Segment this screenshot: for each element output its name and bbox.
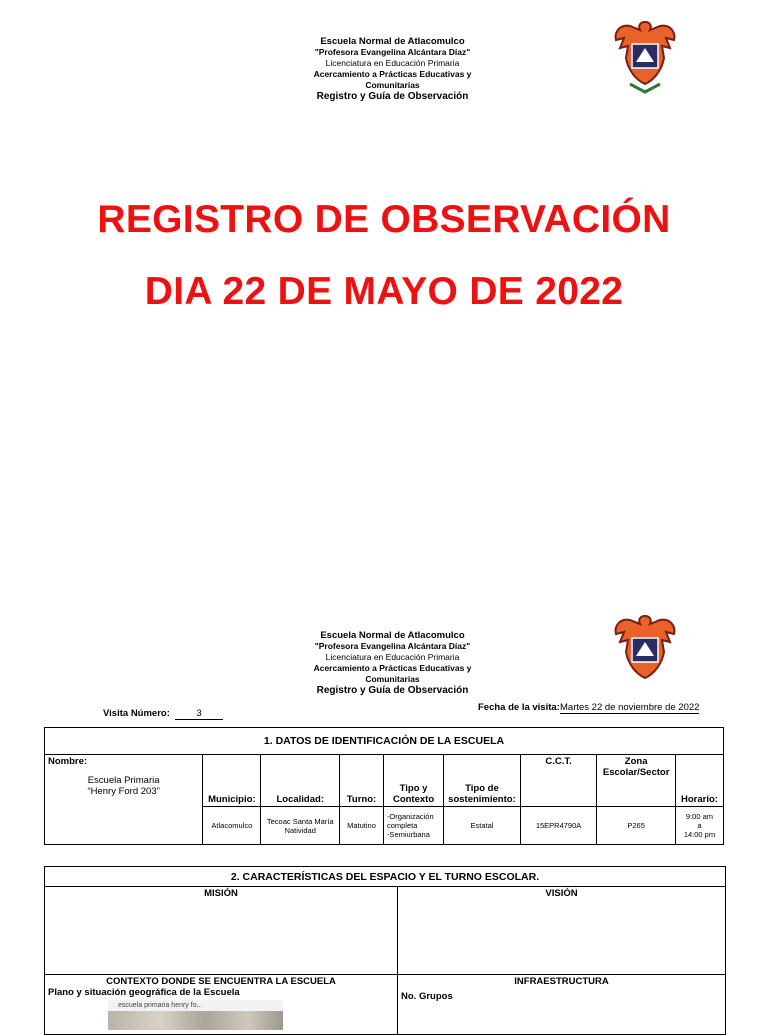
localidad-label: Localidad: (261, 755, 340, 807)
visit-date-label: Fecha de la visita: (478, 702, 560, 713)
cct-value: 15EPR4790A (520, 807, 597, 845)
header-school: Escuela Normal de Atlacomulco (320, 36, 465, 47)
horario-value-3: 14:00 pm (683, 830, 716, 839)
sostenimiento-label: Tipo de sostenimiento: (444, 755, 521, 807)
school-name-cell (45, 755, 203, 845)
visit-number-label: Visita Número: (103, 708, 170, 719)
tipo-label: Tipo y Contexto (383, 755, 443, 807)
school-crest-logo (610, 612, 680, 690)
map-search-bar (108, 1000, 283, 1011)
tipo-value-1: -Organización completa (386, 812, 434, 830)
section1-heading: 1. DATOS DE IDENTIFICACIÓN DE LA ESCUELA (45, 728, 724, 755)
horario-value-2: a (697, 821, 702, 830)
header-degree: Licenciatura en Educación Primaria (325, 58, 460, 68)
map-search-text: escuela primaria henry fo... (118, 1002, 203, 1009)
cover-title-line2: DIA 22 DE MAYO DE 2022 (144, 270, 624, 313)
visit-number-value: 3 (175, 708, 223, 720)
page2-header (290, 630, 495, 696)
infraestructura-cell (398, 975, 726, 1035)
contexto-label: CONTEXTO DONDE SE ENCUENTRA LA ESCUELA (106, 976, 336, 987)
header-named-after: "Profesora Evangelina Alcántara Díaz" (314, 641, 471, 651)
cover-title-line1: REGISTRO DE OBSERVACIÓN (97, 198, 671, 241)
cct-label: C.C.T. (520, 755, 597, 807)
turno-label: Turno: (340, 755, 384, 807)
municipio-label: Municipio: (203, 755, 261, 807)
zona-value: P265 (597, 807, 676, 845)
header-named-after: "Profesora Evangelina Alcántara Díaz" (314, 47, 471, 57)
visit-date-value: Martes 22 de noviembre de 2022 (560, 702, 700, 713)
name-label: Nombre: (48, 756, 88, 767)
vision-cell: VISIÓN (398, 887, 726, 975)
header-course: Acercamiento a Prácticas Educativas y Comunitarias (313, 663, 472, 684)
plano-label: Plano y situación geográfica de la Escuela (48, 987, 240, 998)
name-value-1: Escuela Primaria (87, 775, 160, 786)
identification-table (44, 727, 724, 845)
name-value-2: “Henry Ford 203” (87, 786, 160, 797)
horario-value-1: 9:00 am (685, 812, 714, 821)
municipio-value: Atlacomulco (203, 807, 261, 845)
section2-heading: 2. CARACTERÍSTICAS DEL ESPACIO Y EL TURNO ESCOLAR. (45, 867, 726, 887)
school-crest-logo (610, 18, 680, 96)
infraestructura-label: INFRAESTRUCTURA (514, 976, 609, 987)
turno-value: Matutino (340, 807, 384, 845)
mision-cell: MISIÓN (45, 887, 398, 975)
grupos-label: No. Grupos (401, 991, 453, 1002)
header-school: Escuela Normal de Atlacomulco (320, 630, 465, 641)
zona-label: Zona Escolar/Sector (597, 755, 676, 807)
horario-label: Horario: (675, 755, 723, 807)
header-course: Acercamiento a Prácticas Educativas y Comunitarias (313, 69, 472, 90)
header-doc-type: Registro y Guía de Observación (316, 685, 469, 696)
localidad-value: Tecoac Santa María Natividad (261, 807, 340, 845)
header-degree: Licenciatura en Educación Primaria (325, 652, 460, 662)
header-doc-type: Registro y Guía de Observación (316, 91, 469, 102)
sostenimiento-value: Estatal (444, 807, 521, 845)
page1-header (290, 36, 495, 102)
horario-value (675, 807, 723, 845)
tipo-value (383, 807, 443, 845)
tipo-value-2: -Semiurbana (386, 830, 430, 839)
